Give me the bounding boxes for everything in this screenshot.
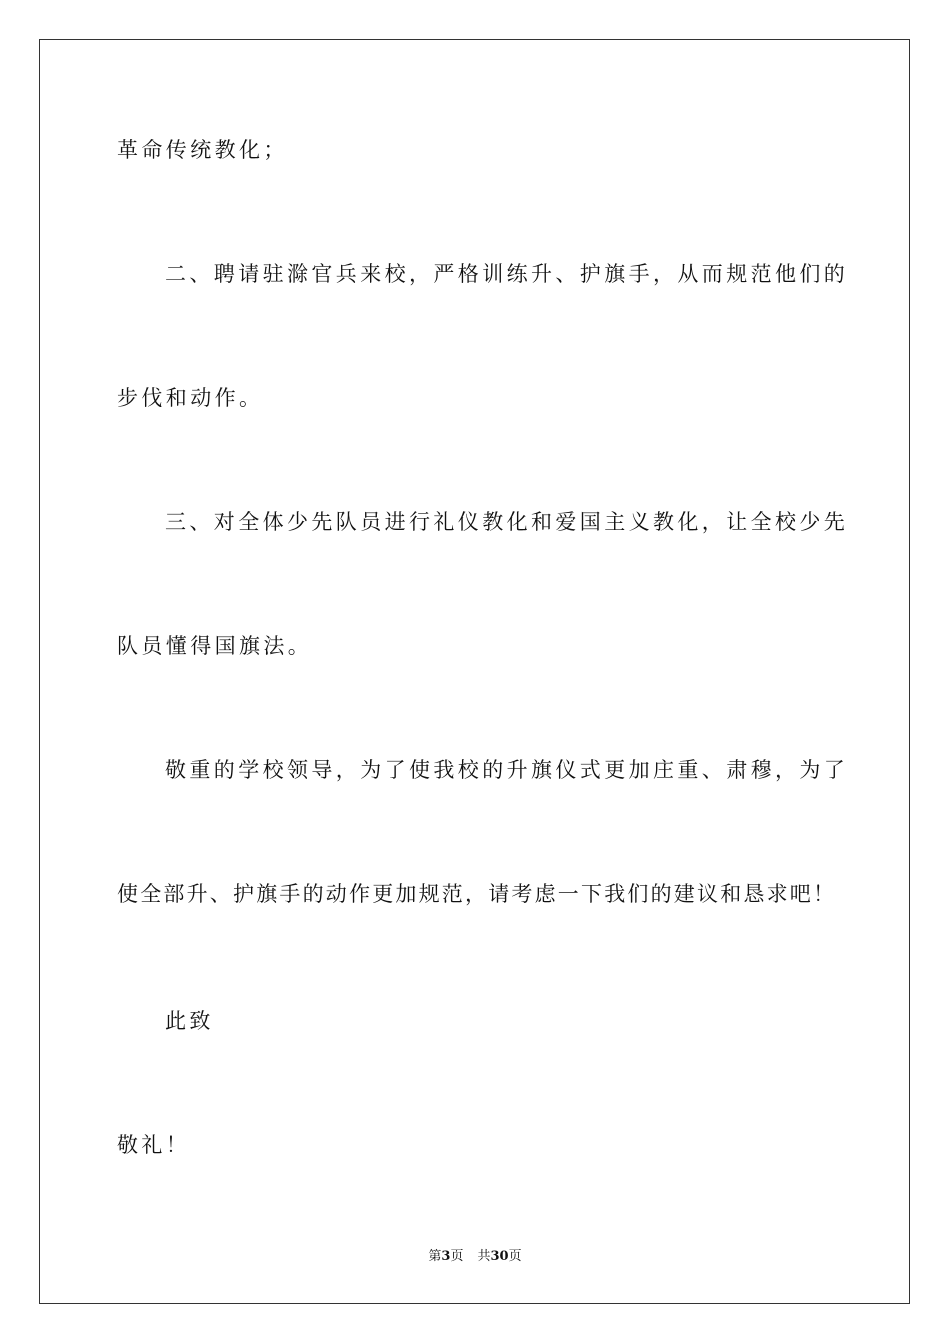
text-line-4: 三、对全体少先队员进行礼仪教化和爱国主义教化，让全校少先 [165,510,849,534]
page-frame [39,39,910,1304]
text-line-3: 步伐和动作。 [117,386,264,410]
text-line-1: 革命传统教化； [117,138,288,162]
text-line-2: 二、聘请驻滁官兵来校，严格训练升、护旗手，从而规范他们的 [165,262,849,286]
text-line-5: 队员懂得国旗法。 [117,634,313,658]
page-footer [0,1250,950,1263]
total-prefix: 共 [477,1249,491,1264]
salutation-line: 此致 [165,1009,214,1033]
text-line-6: 敬重的学校领导，为了使我校的升旗仪式更加庄重、肃穆，为了 [165,758,849,782]
page-suffix: 页 [450,1249,464,1264]
closing-line: 敬礼！ [117,1133,191,1157]
page-number: 3 [441,1249,451,1264]
total-suffix: 页 [508,1249,522,1264]
text-line-7: 使全部升、护旗手的动作更加规范，请考虑一下我们的建议和恳求吧！ [117,882,837,906]
page-prefix: 第 [428,1249,442,1264]
total-pages: 30 [490,1249,509,1264]
